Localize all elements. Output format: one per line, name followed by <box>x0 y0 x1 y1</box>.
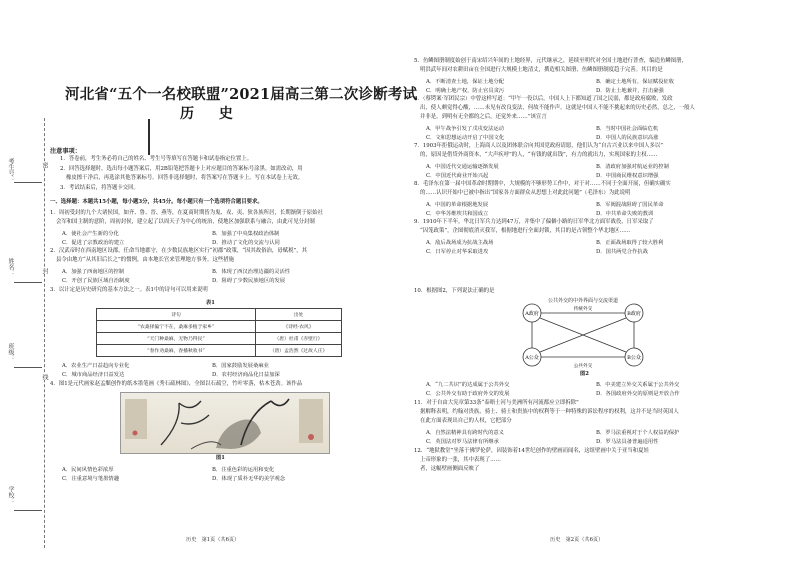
page-2-footer: 历史 第2页（共6页） <box>550 537 604 543</box>
q8-option-a: A．中国的革命根据地发展 <box>426 202 489 208</box>
q6-line2: 出，使人颇觉得心酸，……未见有改良变法，何故不能作声。这就是中国人不能不挑起来的历史必然，总之，一般人 <box>420 105 695 111</box>
q4-option-c: C．注重意境与笔墨情趣 <box>62 476 120 482</box>
q1-option-a: A．使社会产生新的分化 <box>62 231 119 237</box>
q9-option-d: D．国共两党合作抗战 <box>596 249 648 255</box>
q6-option-a: A．甲午战争引发了戊戌变法运动 <box>426 126 504 132</box>
q4-option-a: A．民间风情色彩浓厚 <box>62 467 114 473</box>
label-traditional: 传统外交 <box>573 307 593 312</box>
q8-option-d: D．中共革命失败的教训 <box>596 211 654 217</box>
blank-line <box>14 367 42 368</box>
q4-option-d: D．体现了质朴无华的美学观念 <box>212 476 286 482</box>
seal-mark-xian: 线 <box>41 374 48 380</box>
table-cell: “天门种桑麻，无物乃得民” <box>97 333 256 345</box>
notice-1: 1．答卷前，考生务必将自己的姓名、考生号等填写在答题卡和试卷指定位置上。 <box>60 156 253 162</box>
q5-line1: 5．鱼鳞图册制度始创于南宋绍兴年间的土地经界，元代继承之，延续至明代对全国土地进行普查，编造鱼鳞图册， <box>414 58 687 64</box>
q7-option-b: B．清政府加强对航运业的控制 <box>596 164 669 170</box>
q8-line2: 的……认识开始中已被中指出“国家各方面群众从思想上对此此问题”（毛泽东）为此说明 <box>420 190 631 196</box>
q11-option-d: D．罗马法具备普遍适用性 <box>596 439 659 445</box>
q11-option-a: A．自然法精神具有跨时代的意义 <box>426 430 504 436</box>
q7-line2: 的，原因是借贷外商资本，“大声疾呼”的人，“有钱的就出钱”，有力的就出力，实现国家的主权…… <box>420 152 658 158</box>
q1-line1: 1．周初受封的九个大诸侯国，如齐、鲁、晋、燕等，在夏商时期皆为鬼、戎、夷、狄各族所居，长期渐倒于原始社 <box>50 210 323 216</box>
table-header-row <box>97 309 342 321</box>
q11-option-c: C．英国法对罗马法律有所继承 <box>426 439 499 445</box>
seal-mark-feng: 封 <box>41 268 48 274</box>
q6-line1: 6．（蔡锷案·军团民宗）中曾这样写道：“甲午一役以后，中国人上下都知道了国之民弱，都是政府腐败，发政 <box>414 96 673 102</box>
q2-line1: 2．汉武帝时在西南地区设郡，任命当地郡守，在少数民族地区实行“初郡”政策，“因其故俗治，毋赋税”，其 <box>50 248 308 254</box>
table-header: 诗句 <box>97 309 256 321</box>
q2-option-d: D．阻碍了少数民族地区的发展 <box>212 278 286 284</box>
q6-option-c: C．文和思想运动开启了中国文化 <box>426 135 505 141</box>
figure-2-caption: 图2 <box>580 371 589 377</box>
q12-line3: 者，这幅壁画侧面反映了 <box>420 466 480 472</box>
q5-option-d: D．防止土地兼并，打击豪强 <box>596 88 664 94</box>
q5-option-a: A．不断清查土地，保证土地分配 <box>426 79 504 85</box>
q12-line1: 12．“地狱教堂”坐落于佛罗伦萨，因装饰着14世纪创作的壁画而闻名，这组壁画中关于亚当和夏娃 <box>414 448 649 454</box>
notice-3: 3．考试结束后，将答题卡交回。 <box>60 185 139 191</box>
q4-line1: 4．图1是元代画家赵孟頫创作的纸本墨笔画《秀石疏林图》，全图以石疏空，竹叶零落，枯木苍劲。该作品 <box>50 381 303 387</box>
q1-option-d: D．推动了文化的交流与认同 <box>212 240 280 246</box>
q1-option-c: C．促进了宗教政治的建立 <box>62 240 125 246</box>
q3-line1: 3．以计定是历史研究的基本方法之一。表1中的诗句可以用来说明 <box>50 287 208 293</box>
diplomacy-diagram <box>518 303 648 369</box>
label-school: 学校： <box>7 486 14 504</box>
q2-option-b: B．体现了西汉治理边疆的灵活性 <box>212 269 291 275</box>
table-row <box>97 345 342 357</box>
q9-line2: “囚笼政策”，企图彻底消灭我军，根据地进行全面封锁，其目的是占领整个华北地区…… <box>420 228 631 234</box>
blank-line <box>14 182 42 183</box>
q3-option-d: D．农村经济商品化日益加深 <box>212 372 280 378</box>
blank-line <box>14 282 42 283</box>
q3-option-c: C．城市商品经济日益发达 <box>62 372 125 378</box>
poetry-table <box>96 308 342 357</box>
q10-option-b: B．中美建立外交关系属于公共外交 <box>596 382 680 388</box>
label-name: 姓名： <box>7 258 14 276</box>
table-cell: “农桑择偏宁不在，桑麻多植于家乡” <box>97 321 256 333</box>
q7-line1: 7．1903年拒俄运动时，上海商人以及团体联合向其国党政府请愿，他们认为“自古兴业以来中国人多以” <box>414 143 664 149</box>
q10-option-a: A．“九二共识”的达成属于公共外交 <box>426 382 510 388</box>
painting-illustration <box>121 393 329 453</box>
table-cell: （唐）杜甫《赤壁行》 <box>256 333 342 345</box>
q5-option-b: B．确定土地所有，保证赋役征收 <box>596 79 675 85</box>
q4-option-b: B．注重色彩的运用和变化 <box>212 467 275 473</box>
figure-1-caption: 图1 <box>216 455 225 461</box>
diagram-title: 公共外交的中外界面与交流渠道 <box>548 298 619 304</box>
q2-option-c: C．开创了民族区域自治制度 <box>62 278 130 284</box>
q9-option-b: B．正面战场取得了较大胜利 <box>596 240 664 246</box>
q8-line1: 8．毛泽东在第一届中国革命时期期中，大规模的不够形势工作中，对于对……不同于全面开展，但确实确实 <box>414 181 671 187</box>
q6-option-b: B．当时中国社会面临危机 <box>596 126 659 132</box>
q5-option-c: C．明确土地产权，防止官员贪污 <box>426 88 505 94</box>
table-cell: （唐）孟浩然《过故人庄》 <box>256 345 342 357</box>
label-b-public: B公众 <box>627 355 641 361</box>
q7-option-d: D．中国商民维权意识增强 <box>596 173 659 179</box>
q6-option-d: D．中国人的民族意识高涨 <box>596 135 659 141</box>
q1-line2: 会军和国主制的意阶，周初封侯，建立起了以周天子为中心的统治，使地区加强联系与融合，由此可见分封制 <box>56 219 315 225</box>
q10-option-c: C．公共外交有助于政府外交的发展 <box>426 391 510 397</box>
label-a-gov: A政府 <box>525 311 539 317</box>
q8-option-c: C．中华苏维埃共和国成立 <box>426 211 489 217</box>
label-public-diplomacy: 公共外交 <box>573 364 593 369</box>
exam-title: 河北省“五个一名校联盟”2021届高三第二次诊断考试 <box>65 86 418 103</box>
label-b-gov: B政府 <box>627 311 641 317</box>
painting-image <box>120 392 330 454</box>
q7-option-a: A．中国近代交通运输逐渐发展 <box>426 164 499 170</box>
q11-line3: 在此方面表现出自己的人权，它把部分 <box>420 418 512 424</box>
page-1-footer: 历史 第1页（共6页） <box>186 537 240 543</box>
table-cell: 《诗经·农风》 <box>256 321 342 333</box>
q3-option-a: A．农业生产日益趋向专业化 <box>62 363 130 369</box>
blank-line <box>14 510 42 511</box>
q10-line1: 10．根据图2，下列说法正确的是 <box>414 288 495 294</box>
q8-option-b: B．军阀混战阻碍了国民革命 <box>596 202 664 208</box>
section-1-heading: 一、选择题：本题共15小题，每小题3分，共45分。每小题只有一个选项符合题目要求。 <box>50 199 263 205</box>
seal-mark-mi: 密 <box>41 162 48 168</box>
q9-line1: 9．1910年下半年，华北日军兵力达到47万，并集中了偏僻小路的日军华北方面军战役，日军采取了 <box>414 219 654 225</box>
table-row <box>97 333 342 345</box>
q2-option-a: A．加强了西南地区的控制 <box>62 269 125 275</box>
subject-title: 历 史 <box>180 106 243 122</box>
q11-line2: 据解释表明，约翰对贵族、骑士、骑士和贵族中的权利等于一种特殊的诉讼程序的权利，这并不是当时英国人 <box>420 409 679 415</box>
table-caption: 表1 <box>206 300 215 306</box>
label-class: 班级： <box>7 343 14 361</box>
q2-line2: 县令由地方“从其旧后长之”的惯例，由本地长官来管理地方事务。这些措施 <box>56 257 235 263</box>
right-page <box>400 0 794 561</box>
q1-option-b: B．加强了中央集权政治体制 <box>212 231 280 237</box>
q11-option-b: B．罗马法重视对于个人权益的保护 <box>596 430 680 436</box>
q7-option-c: C．中国近代商业开始兴起 <box>426 173 489 179</box>
table-row <box>97 321 342 333</box>
q3-option-b: B．国家鼓励发展桑麻业 <box>212 363 269 369</box>
binding-line <box>44 118 45 548</box>
label-exam-number: 考生号： <box>7 158 14 182</box>
q9-option-a: A．敌后战场成为抗战主战场 <box>426 240 494 246</box>
notice-2-cont: 橡皮擦干净后，再选涂其他答案标号。回答非选择题时，将答案写在答题卡上。写在本试卷上无效。 <box>66 175 304 181</box>
label-a-public: A公众 <box>525 355 539 361</box>
q9-option-c: C．日军停止对华采取进攻 <box>426 249 489 255</box>
notice-title: 注意事项： <box>50 148 81 155</box>
q12-line2: 上帝形象的一张，其中表现了…… <box>420 457 501 463</box>
table-header: 出处 <box>256 309 342 321</box>
notice-2: 2．回答选择题时，选出每小题答案后，用2B铅笔把答题卡上对应题目的答案标号涂黑。如需改动，用 <box>60 166 303 172</box>
scan-mark <box>148 119 150 155</box>
q5-line2: 明洪武年间对农耕田亩在全国进行大规模土地清丈，撰造相关图册，鱼鳞图册制度趋于完善。其目的是 <box>420 67 663 73</box>
table-cell: “春作劝桑麻，春播秋收书” <box>97 345 256 357</box>
q6-line3: 并非是，到明有无全都的之后，还觉外来……”该宣言 <box>420 114 547 120</box>
q10-option-d: D．各国政府外交的原则是开放合作 <box>596 391 680 397</box>
q11-line1: 11．对于自由大宪章第33条“泰晤士河与美洲所有河流都应立即拆除” <box>414 400 579 406</box>
